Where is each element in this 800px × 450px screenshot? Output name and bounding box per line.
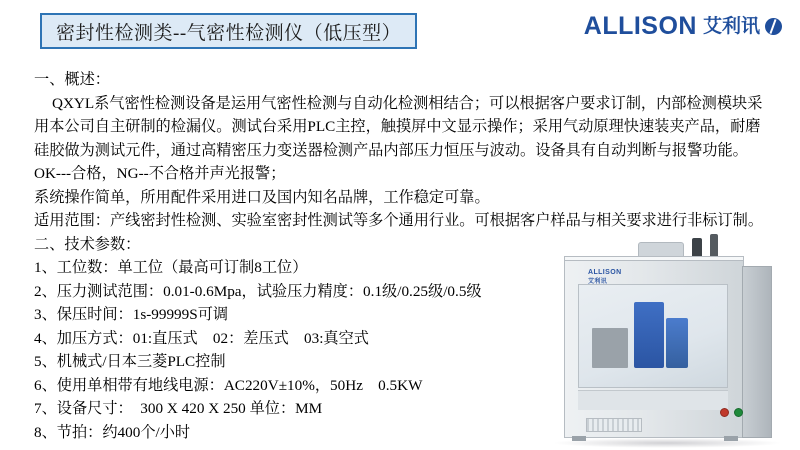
photo-blue-clamp-right [666,318,688,368]
photo-power-indicator [734,408,743,417]
photo-machine-logo-cn: 艾利讯 [588,279,608,285]
photo-machine-logo-word: ALLISON [588,269,622,276]
air-tightness-tester-photo [542,232,790,448]
param-item-4: 4、加压方式：01:直压式 02：差压式 03:真空式 [34,329,369,347]
param-item-2: 2、压力测试范围：0.01-0.6Mpa，试验压力精度：0.1级/0.25级/0.5级 [34,282,482,300]
params-heading: 二、技术参数： [34,235,141,253]
photo-side-panel [742,266,772,438]
photo-work-base [578,390,728,410]
overview-heading: 一、概述： [34,71,110,88]
params-list [34,256,554,444]
photo-blue-clamp-left [634,302,664,368]
overview-paragraph-3: 系统操作简单，所用配件采用进口及国内知名品牌，工作稳定可靠。 [34,188,490,206]
param-item-8: 8、节拍：约400个/小时 [34,423,191,441]
photo-foot-left [572,436,586,441]
circle-slash-icon [765,18,782,35]
page-title-text: 密封性检测类--气密性检测仪（低压型） [56,22,402,44]
param-item-6: 6、使用单相带有地线电源：AC220V±10%，50Hz 0.5KW [34,376,423,394]
photo-vent-grille [586,418,642,432]
photo-shadow [552,438,782,448]
param-item-5: 5、机械式/日本三菱PLC控制 [34,353,226,370]
photo-foot-right [724,436,738,441]
param-item-7: 7、设备尺寸： 300 X 420 X 250 单位：MM [34,400,323,417]
page-title [40,13,417,49]
param-item-1: 1、工位数：单工位（最高可订制8工位） [34,259,308,276]
logo-wordmark: ALLISON [583,12,697,40]
photo-fixture-block [592,328,628,368]
logo-chinese-name: 艾利讯 [702,16,760,37]
slide-header [0,0,800,62]
overview-paragraph-4: 适用范围：产线密封性检测、实验室密封性测试等多个通用行业。可根据客户样品与相关要求进行非标订制。 [34,212,763,229]
overview-paragraph-2: OK---合格，NG--不合格并声光报警； [34,165,286,182]
overview-paragraph-1: QXYL系气密性检测设备是运用气密性检测与自动化检测相结合；可以根据客户要求订制，内部检测模块采用本公司自主研制的检漏仪。测试台采用PLC主控，触摸屏中文显示操作；采用气动原理快速装夹产品，耐磨硅胶做为测试元件，通过高精密压力变送器检测产品内部压力恒压与波动。设备具有自动判断与报警功能。 [34,94,763,159]
photo-machine-logo [588,268,622,287]
company-logo [584,14,782,39]
param-item-3: 3、保压时间：1s-99999S可调 [34,306,229,323]
photo-emergency-stop-indicator [720,408,729,417]
